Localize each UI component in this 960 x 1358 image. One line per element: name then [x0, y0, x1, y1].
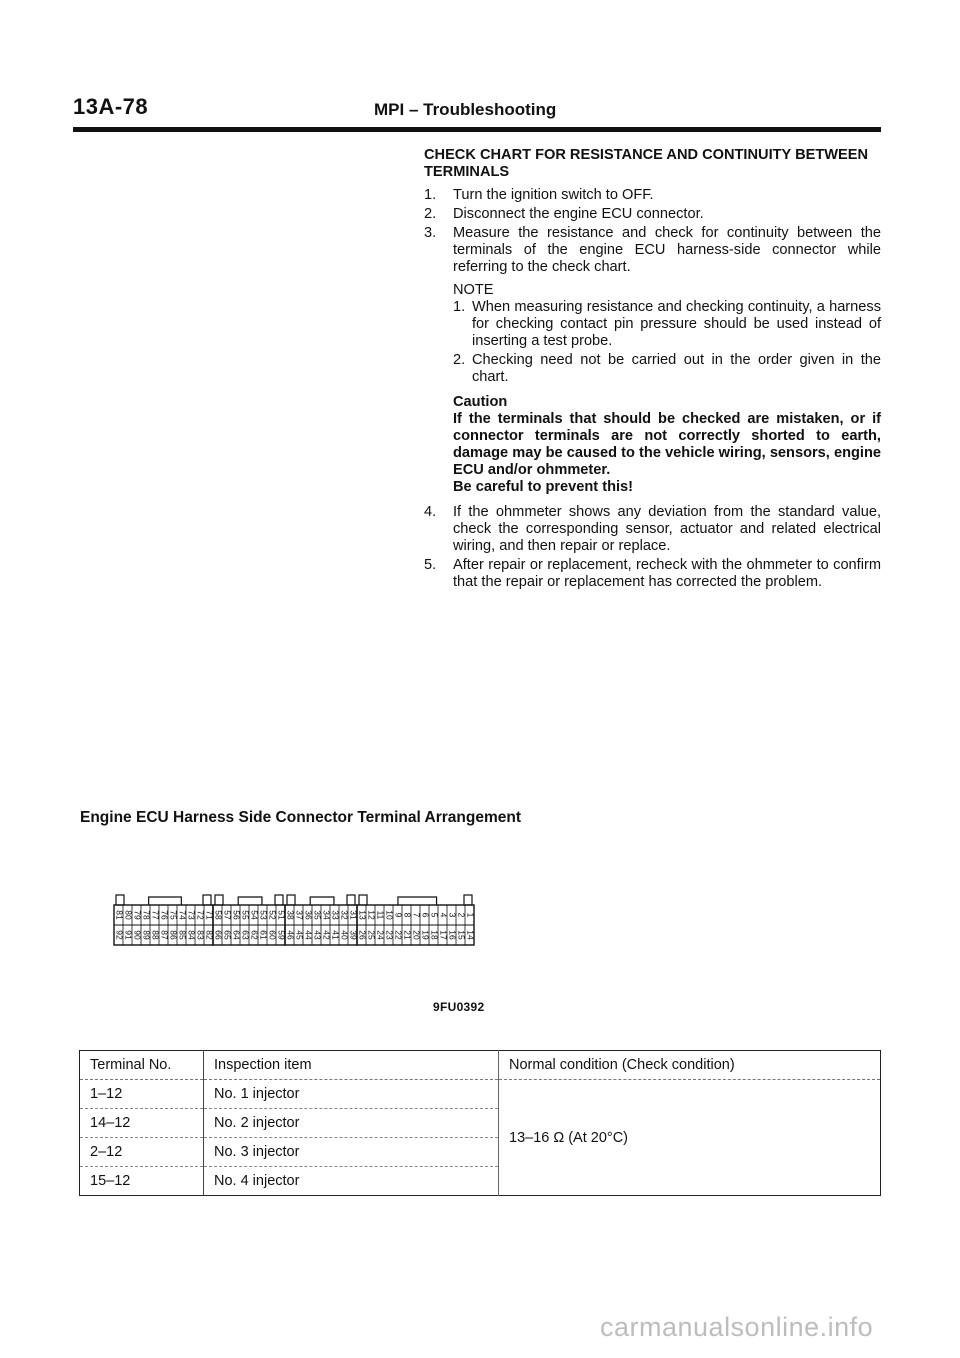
terminal-number: 12 — [366, 910, 377, 920]
terminal-number: 21 — [402, 930, 413, 940]
terminal-number: 9 — [393, 912, 404, 918]
terminal-number: 41 — [330, 930, 341, 940]
step-text: After repair or replacement, recheck with the ohmmeter to confirm that the repair or replacement has corrected the problem. — [453, 557, 881, 590]
note-text: Checking need not be carried out in the order given in the chart. — [472, 352, 881, 385]
connector-block — [357, 895, 475, 945]
terminal-number: 42 — [321, 930, 332, 940]
terminal-number: 51 — [276, 910, 287, 920]
connector-block — [114, 895, 214, 945]
watermark: carmanualsonline.info — [600, 1312, 874, 1342]
steps-list-continued — [424, 504, 881, 591]
connector-tab — [287, 895, 295, 905]
terminal-number: 36 — [303, 910, 314, 920]
terminal-number: 86 — [168, 930, 179, 940]
terminal-number: 59 — [276, 930, 287, 940]
step-item — [424, 225, 881, 276]
terminal-number: 64 — [231, 930, 242, 940]
terminal-number: 37 — [294, 910, 305, 920]
terminal-number: 52 — [267, 910, 278, 920]
terminal-number: 4 — [438, 912, 449, 918]
terminal-number: 45 — [294, 930, 305, 940]
note-heading: NOTE — [453, 282, 494, 298]
terminal-cell: 1–12 — [80, 1080, 204, 1109]
terminal-number: 22 — [393, 930, 404, 940]
steps-list — [424, 187, 881, 276]
terminal-number: 13 — [357, 910, 368, 920]
terminal-number: 75 — [168, 910, 179, 920]
diagram-title: Engine ECU Harness Side Connector Terminal Arrangement — [80, 809, 521, 826]
condition-cell: 13–16 Ω (At 20°C) — [509, 1129, 629, 1146]
header-inspection-item: Inspection item — [204, 1051, 499, 1080]
step-number: 2. — [424, 206, 437, 222]
connector-block — [285, 895, 358, 945]
caution-emphasis: Be careful to prevent this! — [453, 479, 634, 495]
caution-heading: Caution — [453, 394, 508, 410]
terminal-number: 83 — [195, 930, 206, 940]
step-number: 5. — [424, 557, 437, 573]
terminal-number: 85 — [177, 930, 188, 940]
terminal-number: 39 — [348, 930, 359, 940]
note-text: When measuring resistance and checking continuity, a harness for checking contact pin pressure should be used instead of inserting a test probe. — [472, 299, 881, 349]
terminal-number: 32 — [339, 910, 350, 920]
terminal-number: 33 — [330, 910, 341, 920]
connector-block — [213, 895, 286, 945]
check-chart-table — [79, 1050, 881, 1196]
ecu-connector-diagram — [110, 885, 490, 967]
connector-tab — [215, 895, 223, 905]
page-title: MPI – Troubleshooting — [374, 100, 557, 119]
step-number: 3. — [424, 225, 437, 241]
step-text: If the ohmmeter shows any deviation from the standard value, check the corresponding sensor, actuator and related electrical wiring, and then repair or replace. — [453, 504, 881, 554]
step-text: Disconnect the engine ECU connector. — [453, 206, 704, 222]
connector-tab — [464, 895, 472, 905]
terminal-number: 46 — [285, 930, 296, 940]
header-terminal: Terminal No. — [80, 1051, 204, 1080]
terminal-number: 19 — [420, 930, 431, 940]
terminal-number: 43 — [312, 930, 323, 940]
note-block — [453, 282, 881, 386]
terminal-number: 87 — [159, 930, 170, 940]
terminal-number: 60 — [267, 930, 278, 940]
terminal-number: 81 — [114, 910, 125, 920]
step-item — [424, 557, 881, 591]
terminal-cell: 14–12 — [80, 1109, 204, 1138]
caution-block — [453, 394, 881, 496]
note-number: 2. — [453, 352, 466, 368]
note-number: 1. — [453, 299, 466, 315]
terminal-number: 53 — [258, 910, 269, 920]
terminal-number: 8 — [402, 912, 413, 918]
terminal-number: 73 — [186, 910, 197, 920]
terminal-number: 88 — [150, 930, 161, 940]
terminal-cell: 15–12 — [80, 1167, 204, 1196]
terminal-number: 40 — [339, 930, 350, 940]
terminal-number: 91 — [123, 930, 134, 940]
step-number: 4. — [424, 504, 437, 520]
terminal-number: 17 — [438, 930, 449, 940]
header-normal-condition: Normal condition (Check condition) — [499, 1051, 881, 1080]
connector-key — [398, 897, 437, 905]
terminal-number: 74 — [177, 910, 188, 920]
terminal-number: 55 — [240, 910, 251, 920]
terminal-number: 90 — [132, 930, 143, 940]
connector-tab — [203, 895, 211, 905]
figure-code: 9FU0392 — [433, 1000, 485, 1014]
section-heading: CHECK CHART FOR RESISTANCE AND CONTINUITY BETWEEN TERMINALS — [424, 147, 869, 180]
inspection-cell: No. 2 injector — [204, 1109, 499, 1138]
terminal-number: 76 — [159, 910, 170, 920]
table-header-row — [80, 1051, 881, 1080]
terminal-number: 31 — [348, 910, 359, 920]
connector-tab — [359, 895, 367, 905]
terminal-number: 24 — [375, 930, 386, 940]
inspection-cell: No. 3 injector — [204, 1138, 499, 1167]
step-text: Measure the resistance and check for continuity between the terminals of the engine ECU harness-side connector while referring to the check chart. — [453, 225, 881, 275]
terminal-number: 79 — [132, 910, 143, 920]
terminal-number: 66 — [213, 930, 224, 940]
inspection-cell: No. 1 injector — [204, 1080, 499, 1109]
page-number: 13A-78 — [73, 94, 149, 119]
header-rule — [73, 127, 881, 132]
terminal-number: 5 — [429, 912, 440, 918]
connector-tab — [116, 895, 124, 905]
terminal-number: 77 — [150, 910, 161, 920]
terminal-number: 14 — [465, 930, 476, 940]
terminal-number: 7 — [411, 912, 422, 918]
caution-text: If the terminals that should be checked are mistaken, or if connector terminals are not correctly shorted to earth, damage may be caused to the vehicle wiring, sensors, engine ECU and/or ohmmeter. — [453, 411, 881, 478]
table-row — [80, 1080, 881, 1109]
terminal-number: 58 — [213, 910, 224, 920]
terminal-number: 61 — [258, 930, 269, 940]
terminal-number: 26 — [357, 930, 368, 940]
terminal-number: 6 — [420, 912, 431, 918]
connector-tab — [347, 895, 355, 905]
step-number: 1. — [424, 187, 437, 203]
terminal-number: 15 — [456, 930, 467, 940]
terminal-number: 35 — [312, 910, 323, 920]
terminal-number: 38 — [285, 910, 296, 920]
terminal-number: 34 — [321, 910, 332, 920]
terminal-number: 89 — [141, 930, 152, 940]
terminal-number: 10 — [384, 910, 395, 920]
connector-key — [149, 897, 182, 905]
step-item — [424, 504, 881, 555]
terminal-number: 65 — [222, 930, 233, 940]
terminal-number: 72 — [195, 910, 206, 920]
connector-key — [238, 897, 262, 905]
terminal-number: 16 — [447, 930, 458, 940]
connector-key — [310, 897, 334, 905]
terminal-number: 3 — [447, 912, 458, 918]
terminal-number: 44 — [303, 930, 314, 940]
terminal-number: 57 — [222, 910, 233, 920]
terminal-number: 92 — [114, 930, 125, 940]
terminal-number: 80 — [123, 910, 134, 920]
terminal-number: 20 — [411, 930, 422, 940]
terminal-number: 2 — [456, 912, 467, 918]
note-item — [453, 299, 881, 350]
step-text: Turn the ignition switch to OFF. — [453, 187, 654, 203]
step-item — [424, 187, 881, 204]
note-item — [453, 352, 881, 386]
terminal-number: 11 — [375, 910, 386, 920]
terminal-number: 84 — [186, 930, 197, 940]
instructions-column — [424, 147, 881, 593]
terminal-cell: 2–12 — [80, 1138, 204, 1167]
connector-tab — [275, 895, 283, 905]
terminal-number: 56 — [231, 910, 242, 920]
terminal-number: 54 — [249, 910, 260, 920]
terminal-number: 71 — [204, 910, 215, 920]
terminal-number: 82 — [204, 930, 215, 940]
inspection-cell: No. 4 injector — [204, 1167, 499, 1196]
terminal-number: 18 — [429, 930, 440, 940]
terminal-number: 1 — [465, 912, 476, 918]
terminal-number: 63 — [240, 930, 251, 940]
terminal-number: 62 — [249, 930, 260, 940]
terminal-number: 23 — [384, 930, 395, 940]
terminal-number: 78 — [141, 910, 152, 920]
step-item — [424, 206, 881, 223]
terminal-number: 25 — [366, 930, 377, 940]
